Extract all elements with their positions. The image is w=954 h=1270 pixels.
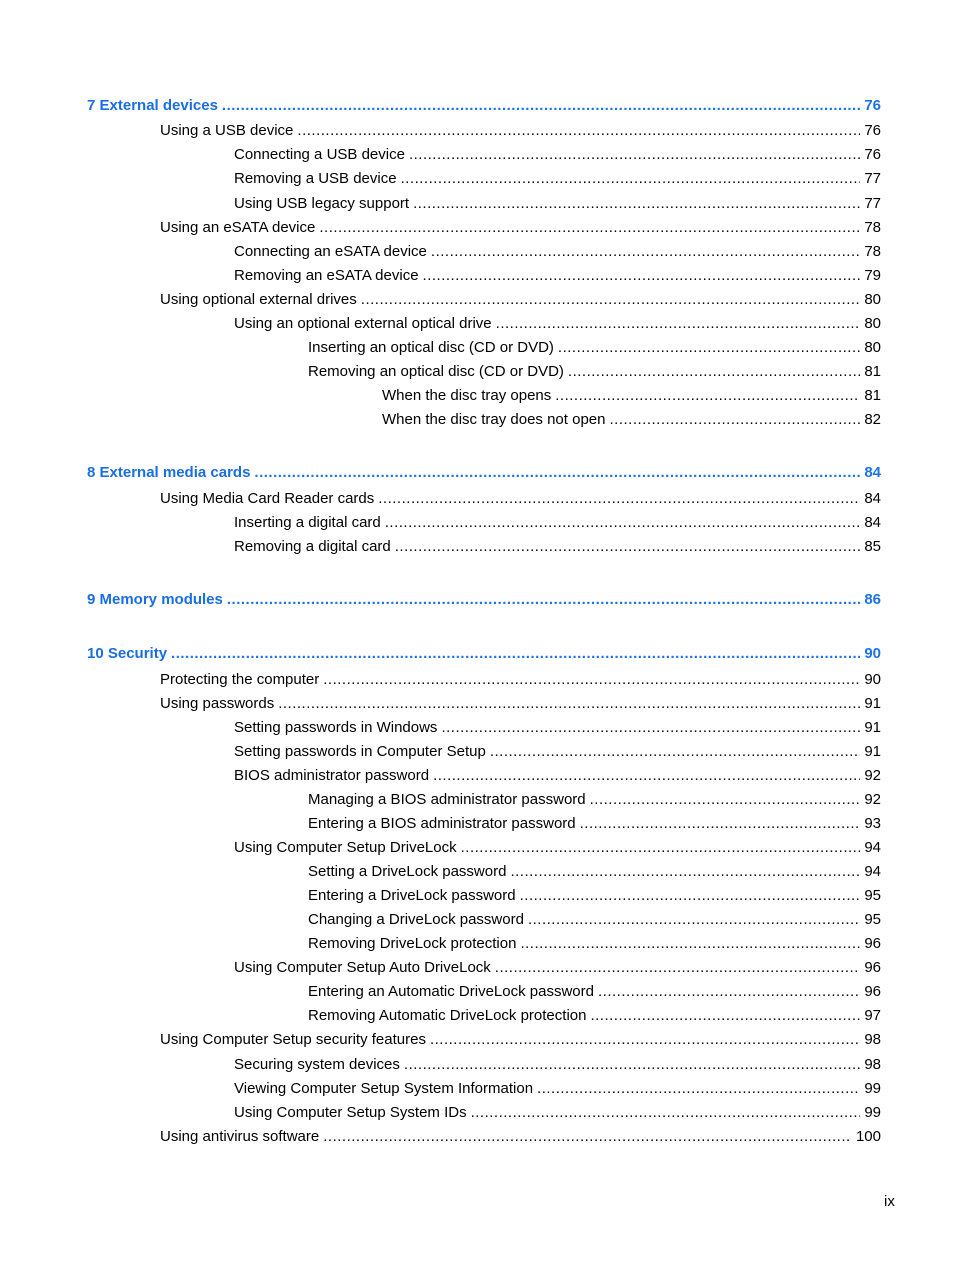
toc-entry-title: 7 External devices — [87, 97, 218, 114]
toc-leader-dots — [171, 643, 860, 665]
toc-entry[interactable] — [160, 217, 881, 239]
toc-leader-dots — [404, 1054, 860, 1076]
toc-entry[interactable] — [160, 693, 881, 715]
toc-page-number: 78 — [864, 243, 881, 260]
toc-page-number: 84 — [864, 464, 881, 481]
toc-entry-title: Connecting an eSATA device — [234, 243, 427, 260]
toc-entry[interactable] — [382, 409, 881, 431]
toc-entry-title: Using optional external drives — [160, 291, 357, 308]
toc-leader-dots — [568, 361, 860, 383]
toc-entry[interactable] — [308, 909, 881, 931]
toc-page-number: 92 — [864, 767, 881, 784]
toc-leader-dots — [401, 168, 861, 190]
toc-page-number: 94 — [864, 839, 881, 856]
toc-entry-title: Viewing Computer Setup System Information — [234, 1080, 534, 1097]
toc-page-number: 91 — [864, 719, 881, 736]
toc-page-number: 85 — [864, 538, 881, 555]
toc-entry[interactable] — [234, 717, 881, 739]
toc-entry[interactable] — [308, 885, 881, 907]
toc-entry-title: Setting passwords in Computer Setup — [234, 743, 486, 760]
toc-entry[interactable] — [234, 193, 881, 215]
toc-entry-title: Using USB legacy support — [234, 195, 410, 212]
toc-entry-title: Using Computer Setup System IDs — [234, 1104, 467, 1121]
toc-leader-dots — [385, 512, 861, 534]
toc-entry[interactable] — [308, 1005, 881, 1027]
toc-entry-title: Using an eSATA device — [160, 219, 316, 236]
toc-entry[interactable] — [308, 789, 881, 811]
toc-page-number: 80 — [864, 291, 881, 308]
toc-leader-dots — [378, 488, 860, 510]
toc-entry[interactable] — [308, 981, 881, 1003]
toc-entry[interactable] — [160, 669, 881, 691]
toc-leader-dots — [433, 765, 860, 787]
toc-entry-title: Removing DriveLock protection — [308, 935, 517, 952]
toc-leader-dots — [528, 909, 860, 931]
toc-leader-dots — [431, 241, 860, 263]
toc-entry-title: Using Computer Setup Auto DriveLock — [234, 959, 491, 976]
toc-leader-dots — [495, 957, 861, 979]
toc-page-number: 80 — [864, 339, 881, 356]
toc-entry-title: Using a USB device — [160, 122, 294, 139]
toc-leader-dots — [520, 885, 861, 907]
toc-entry-title: Setting a DriveLock password — [308, 863, 507, 880]
toc-leader-dots — [441, 717, 860, 739]
toc-entry[interactable] — [160, 488, 881, 510]
toc-leader-dots — [520, 933, 860, 955]
toc-entry-title: BIOS administrator password — [234, 767, 430, 784]
toc-entry-title: Setting passwords in Windows — [234, 719, 438, 736]
toc-entry[interactable] — [234, 741, 881, 763]
toc-page-number: 96 — [864, 959, 881, 976]
toc-entry[interactable] — [234, 512, 881, 534]
toc-leader-dots — [555, 385, 860, 407]
toc-leader-dots — [278, 693, 860, 715]
toc-leader-dots — [395, 536, 861, 558]
toc-chapter-external-devices[interactable] — [87, 95, 881, 117]
toc-leader-dots — [461, 837, 861, 859]
toc-entry-title: Using passwords — [160, 695, 275, 712]
toc-entry-title: Entering a BIOS administrator password — [308, 815, 576, 832]
toc-entry-title: 10 Security — [87, 645, 168, 662]
toc-leader-dots — [490, 741, 861, 763]
toc-page-number: 76 — [864, 97, 881, 114]
toc-entry[interactable] — [234, 765, 881, 787]
toc-leader-dots — [537, 1078, 860, 1100]
toc-entry[interactable] — [308, 813, 881, 835]
toc-leader-dots — [510, 861, 860, 883]
toc-entry-title: Securing system devices — [234, 1056, 400, 1073]
toc-leader-dots — [590, 1005, 860, 1027]
toc-page-number: 93 — [864, 815, 881, 832]
toc-chapter-security[interactable] — [87, 643, 881, 665]
toc-page-number: 81 — [864, 363, 881, 380]
toc-leader-dots — [222, 95, 860, 117]
toc-entry[interactable] — [160, 1126, 881, 1148]
toc-page-number: 91 — [864, 695, 881, 712]
toc-chapter-external-media-cards[interactable] — [87, 462, 881, 484]
toc-entry-title: Entering an Automatic DriveLock password — [308, 983, 594, 1000]
toc-page-number: 76 — [864, 146, 881, 163]
toc-entry-title: Managing a BIOS administrator password — [308, 791, 586, 808]
toc-entry-title: Using Computer Setup DriveLock — [234, 839, 457, 856]
toc-leader-dots — [590, 789, 861, 811]
toc-leader-dots — [496, 313, 861, 335]
toc-entry[interactable] — [234, 1102, 881, 1124]
toc-leader-dots — [361, 289, 861, 311]
toc-entry-title: Using an optional external optical drive — [234, 315, 492, 332]
toc-entry[interactable] — [160, 289, 881, 311]
toc-page-number: 80 — [864, 315, 881, 332]
toc-page-number: 97 — [864, 1007, 881, 1024]
toc-page-number: 95 — [864, 911, 881, 928]
toc-entry-title: Removing a digital card — [234, 538, 391, 555]
toc-page-number: 77 — [864, 195, 881, 212]
toc-leader-dots — [471, 1102, 861, 1124]
toc-entry-title: Inserting an optical disc (CD or DVD) — [308, 339, 554, 356]
toc-entry[interactable] — [382, 385, 881, 407]
toc-page-number: 91 — [864, 743, 881, 760]
toc-page-number: 99 — [864, 1104, 881, 1121]
toc-entry[interactable] — [234, 168, 881, 190]
toc-entry-title: Inserting a digital card — [234, 514, 381, 531]
toc-page-number: 96 — [864, 935, 881, 952]
toc-entry[interactable] — [234, 837, 881, 859]
toc-entry-title: When the disc tray opens — [382, 387, 552, 404]
toc-entry[interactable] — [234, 1078, 881, 1100]
toc-leader-dots — [609, 409, 860, 431]
toc-entry[interactable] — [234, 957, 881, 979]
page-number-footer: ix — [884, 1193, 895, 1210]
toc-page-number: 76 — [864, 122, 881, 139]
toc-page-number: 90 — [864, 671, 881, 688]
toc-entry[interactable] — [160, 1029, 881, 1051]
toc-page-number: 79 — [864, 267, 881, 284]
toc-leader-dots — [580, 813, 861, 835]
toc-chapter-memory-modules[interactable] — [87, 589, 881, 611]
toc-entry-title: Using antivirus software — [160, 1128, 320, 1145]
toc-leader-dots — [430, 1029, 860, 1051]
toc-entry-title: Using Computer Setup security features — [160, 1031, 426, 1048]
toc-entry[interactable] — [308, 337, 881, 359]
toc-page-number: 98 — [864, 1056, 881, 1073]
toc-page-number: 81 — [864, 387, 881, 404]
toc-entry[interactable] — [234, 536, 881, 558]
toc-page-number: 86 — [864, 591, 881, 608]
toc-entry-title: 9 Memory modules — [87, 591, 223, 608]
toc-page-number: 84 — [864, 514, 881, 531]
toc-leader-dots — [254, 462, 860, 484]
toc-leader-dots — [319, 217, 860, 239]
toc-entry-title: Using Media Card Reader cards — [160, 490, 375, 507]
toc-entry[interactable] — [234, 265, 881, 287]
toc-entry-title: Entering a DriveLock password — [308, 887, 516, 904]
toc-entry-title: Removing a USB device — [234, 170, 397, 187]
toc-entry-title: Removing an eSATA device — [234, 267, 419, 284]
toc-page-number: 82 — [864, 411, 881, 428]
toc-entry[interactable] — [308, 861, 881, 883]
toc-leader-dots — [409, 144, 860, 166]
toc-entry[interactable] — [234, 241, 881, 263]
toc-leader-dots — [423, 265, 861, 287]
toc-leader-dots — [227, 589, 860, 611]
toc-page-number: 78 — [864, 219, 881, 236]
toc-entry[interactable] — [234, 1054, 881, 1076]
toc-entry[interactable] — [308, 361, 881, 383]
toc-entry-title: Changing a DriveLock password — [308, 911, 524, 928]
toc-entry-title: 8 External media cards — [87, 464, 251, 481]
toc-leader-dots — [558, 337, 860, 359]
toc-leader-dots — [598, 981, 860, 1003]
toc-page-number: 100 — [855, 1128, 881, 1145]
toc-page-number: 99 — [864, 1080, 881, 1097]
toc-page-number: 77 — [864, 170, 881, 187]
toc-entry[interactable] — [234, 144, 881, 166]
toc-entry-title: Removing an optical disc (CD or DVD) — [308, 363, 564, 380]
toc-entry[interactable] — [160, 120, 881, 142]
toc-leader-dots — [297, 120, 860, 142]
toc-entry-title: Connecting a USB device — [234, 146, 405, 163]
toc-page-number: 96 — [864, 983, 881, 1000]
toc-page-number: 95 — [864, 887, 881, 904]
toc-page-number: 84 — [864, 490, 881, 507]
toc-entry-title: Removing Automatic DriveLock protection — [308, 1007, 587, 1024]
toc-leader-dots — [323, 669, 860, 691]
toc-leader-dots — [413, 193, 860, 215]
toc-page-number: 98 — [864, 1031, 881, 1048]
toc-page-number: 94 — [864, 863, 881, 880]
toc-entry-title: Protecting the computer — [160, 671, 320, 688]
toc-leader-dots — [323, 1126, 852, 1148]
toc-entry-title: When the disc tray does not open — [382, 411, 606, 428]
toc-page-number: 92 — [864, 791, 881, 808]
toc-entry[interactable] — [308, 933, 881, 955]
toc-page-number: 90 — [864, 645, 881, 662]
toc-entry[interactable] — [234, 313, 881, 335]
